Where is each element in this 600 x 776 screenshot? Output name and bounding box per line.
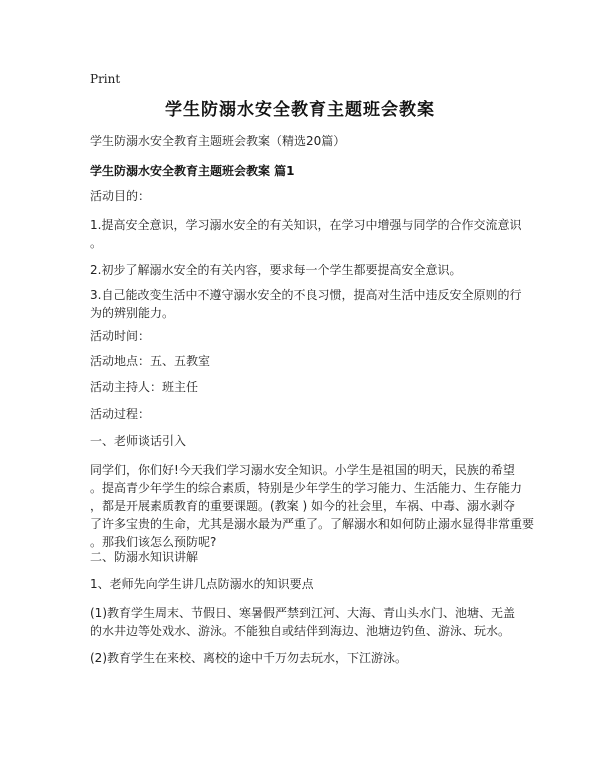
step-2-heading: 二、防溺水知识讲解	[90, 550, 199, 564]
point-1-line: 的水井边等处戏水、游泳。不能独自或结伴到海边、池塘边钓鱼、游泳、玩水。	[90, 624, 511, 638]
goal-1-paragraph	[90, 216, 522, 252]
goal-1-line: 1.提高安全意识，学习溺水安全的有关知识，在学习中增强与同学的合作交流意识	[90, 218, 522, 232]
goal-label: 活动目的：	[90, 189, 151, 203]
process-label: 活动过程：	[90, 407, 151, 421]
goal-3-line: 为的辨别能力。	[90, 306, 175, 320]
host-label: 活动主持人：班主任	[90, 380, 199, 394]
point-1-line: (1)教育学生周末、节假日、寒暑假严禁到江河、大海、青山头水门、池塘、无盖	[90, 606, 516, 620]
time-label: 活动时间：	[90, 329, 151, 343]
goal-2-paragraph: 2.初步了解溺水安全的有关内容，要求每一个学生都要提高安全意识。	[90, 263, 462, 277]
step-1-line: 。提高青少年学生的综合素质，特别是少年学生的学习能力、生活能力、生存能力	[90, 481, 523, 495]
step-1-line: 。那我们该怎么预防呢?	[90, 535, 217, 549]
point-2-paragraph: (2)教育学生在来校、离校的途中千万勿去玩水，下江游泳。	[90, 651, 408, 665]
step-1-line: 同学们，你们好!今天我们学习溺水安全知识。小学生是祖国的明天，民族的希望	[90, 463, 515, 477]
place-label: 活动地点：五、五教室	[90, 354, 211, 368]
step-1-heading: 一、老师谈话引入	[90, 434, 187, 448]
step-1-paragraph	[90, 461, 535, 551]
section-heading: 学生防溺水安全教育主题班会教案 篇1	[90, 164, 295, 178]
goal-1-line: 。	[90, 236, 103, 250]
goal-3-paragraph	[90, 286, 522, 322]
goal-3-line: 3.自己能改变生活中不遵守溺水安全的不良习惯，提高对生活中违反安全原则的行	[90, 288, 522, 302]
document-subtitle: 学生防溺水安全教育主题班会教案（精选20篇）	[90, 134, 346, 148]
step-1-line: 了许多宝贵的生命，尤其是溺水最为严重了。了解溺水和如何防止溺水显得非常重要	[90, 517, 535, 531]
step-2-subheading: 1、老师先向学生讲几点防溺水的知识要点	[90, 577, 314, 591]
print-link[interactable]: Print	[90, 72, 121, 86]
page-title: 学生防溺水安全教育主题班会教案	[165, 100, 435, 120]
step-1-line: ，都是开展素质教育的重要课题。(教案 ) 如今的社会里，车祸、中毒、溺水剥夺	[90, 499, 515, 513]
point-1-paragraph	[90, 604, 522, 640]
